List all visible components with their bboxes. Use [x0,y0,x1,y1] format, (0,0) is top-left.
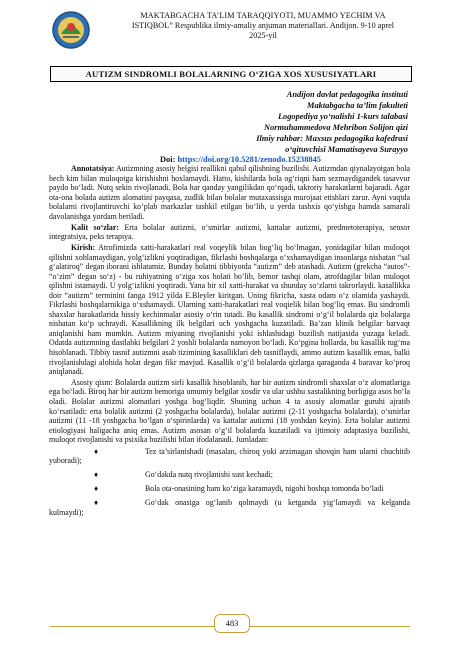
intro-label: Kirish: [71,242,96,252]
article-title: AUTIZM SINDROMLI BOLALARNING O‘ZIGA XOS XUSUSIYATLARI [50,66,412,82]
main-part-paragraph: Asosiy qism: Bolalarda autizm sirli kasallik hisoblanib, har bir autizm sindromli shaxslar o‘z alomatlariga ega bo‘ladi. Biroq har bir autizm bemoriga umumiy belgilar xosdir va ular ushbu xastalikning borligiga asos bo‘la oladi. Bolalar autizmi alomatlari yoshga bog‘liqdir. Shuning uchun 4 ta asosiy alomatlar guruhi ajratib ko‘rsatiladi: erta bolalik autizmi (2 yoshgacha bolalarda), bolalar autizmi (2-11 yoshgacha bolalarda), o‘smirlar autizmi (11 -18 yoshgacha bo‘lgan o‘spirinlarda) va kattalar autizmi (18 yoshdan keyin). Erta bolalar autizmi etiologiyasi haligacha aniq emas. Autizm asosan o‘g‘il bolalarda kuzatiladi va ijtimoiy adaptasiya buzilishi, muloqot rivojlanishi va psixika buzilishi bilan ifodalanadi. Jumladan: [49,377,410,445]
list-item-text: Bola ota-onasining ham ko‘ziga karamaydi, nigohi boshqa tomonda bo‘ladi [145,484,384,494]
list-item-text: Tez ta’sirlanishadi (masalan, chiroq yoki arzimagan shovqin ham ularni chuchitib yuboradi); [49,446,410,466]
diamond-bullet-icon: ♦ [94,470,99,480]
author-line: Logopediya yo‘nalishi 1-kurs talabasi [277,111,408,121]
symptom-list [49,447,410,518]
doi-label: Doi: [160,155,176,164]
intro-paragraph [49,243,410,377]
diamond-bullet-icon: ♦ [94,484,99,494]
conference-header [98,11,428,41]
list-item-text: Go‘dakda nutq rivojlanishi sust kechadi; [145,470,273,480]
diamond-bullet-icon: ♦ [94,446,99,456]
page-number: 483 [214,614,250,633]
diamond-bullet-icon: ♦ [94,498,99,508]
article-body [49,164,410,522]
keywords-text: Erta bolalar autizmi, o‘smirlar autizmi, kattalar autizmi, predmetoterapiya, sensor integratsiya, peks terapiya. [49,222,410,242]
conference-logo [51,10,91,50]
annotation-label: Annotatsiya: [71,164,115,173]
annotation-text: Autizmning asosiy belgisi reallikni qabul qilishning buzilishi. Autizmdan qiynalayotgan bola hech kim bilan muloqotga kirishishni hoxlamaydi. Hatto, kishilarda bola og‘riqni ham sezmaydigandek tasavvur paydo bo‘ladi. Nutq sekin rivojlanadi. Bola har qanday yangilikdan qo‘rqadi, takroriy harakatlarni bajaradi. Agar ota-ona bolada autizm alomatini payqasa, zudlik bilan bolalar mutaxassisga murojaat etishlari zarur. Ayni vaqtda bolalarni rivojlantiruvchi ko‘plab markazlar tashkil etilgan bo‘lib, u yerda tashxis qo‘yishga hamda samarali davolanishga yordam beriladi. [49,164,410,221]
list-item [49,498,410,517]
keywords-label: Kalit so‘zlar: [71,222,119,232]
keywords-paragraph [49,223,410,242]
author-line: o‘qituvchisi Mamatisayeva Surayyo [285,144,408,154]
author-line: Normuhammedova Mehribon Solijon qizi [263,122,408,132]
conference-year: 2025-yil [249,31,277,40]
conference-title: MAKTABGACHA TA’LIM TARAQQIYOTI, MUAMMO YECHIM VA [140,11,386,20]
author-line: Andijon davlat pedagogika instituti [286,90,408,99]
list-item-text: Go‘dak onasiga og‘lanib qolmaydi (u ketganda yig‘lamaydi va kelganda kulmaydi); [49,498,410,517]
doi-link[interactable]: https://doi.org/10.5281/zenodo.15238845 [177,155,321,164]
annotation-paragraph [49,164,410,221]
list-item [49,470,410,480]
author-line: Ilmiy rahbar: Maxsus pedagogika kafedrasi [256,133,408,143]
author-block [108,90,408,155]
author-line: Maktabgacha ta’lim fakulteti [307,100,408,110]
conference-subtitle: ISTIQBOL” Respublika ilmiy-amaliy anjuman materiallari. Andijon. 9-10 aprel [131,21,395,30]
intro-text: Atrofimizda xatti-harakatlari real voqeylik bilan bog‘liq bo‘lmagan, yonidagilar bilan muloqot qilishni xohlamaydigan, yolg‘izlikni yoqtiradigan, fikrlashi boshqalarga o‘xshamaydigan insonlarga nisbatan “sal g‘alatiroq” degan iborani ishlatamiz. Bunday holatni tibbiyotda “autizm” deb atashadi. Autizm (grekcha “autos”- “o‘zim” degan so‘z) - bu ruhiyatning o‘ziga xos holati bo‘lib, bemor tashqi olam, atrofdagilar bilan muloqot qilishni istamaydi. U yolg‘izlikni yoqtiradi. Yana bir xil xatti-harakat va shunday so‘zlarni takrorlaydi. kasallikka doir “autizm” terminini fanga 1912 yilda E.Bleyler kiritgan. Uning fikricha, xasta odam o‘z olamida yashaydi. Fikrlashi boshqalarnikiga o‘xshamaydi. Ularning xatti-harakatlari real voqielik bilan bog‘liq emas. Bu sindromli shaxslar harakatlarida hissiy kechinmalar asosiy o‘rin tutadi. Bu kasallik sindromi o‘g‘il bolalarda qiz bolalarga nisbatan ko‘p uchraydi. Kasallikning ilk belgilari uch yoshgacha kuzatiladi. Ba’zan klinik belgilar barvaqt aniqlanishi ham mumkin. Autizm miyaning rivojlanishi yoki ishlashidagi buzilish natijasida yuzaga keladi. Odatda autizmning dastlabki belgilari 2 yoshli bolalarda namoyon bo‘ladi. Ko‘pgina hollarda, bu kasallik tug‘ma hisoblanadi. Tibbiy tasnif autizmni asab tizimining kasalliklari deb tasniflaydi, ammo autizm kasallik emas, balki rivojlanishdagi alohida holat degan fikr mavjud. Kasallik o‘g‘il bolalarda qizlarga qaraganda 4 baravar ko‘proq aniqlanadi. [49,242,410,377]
list-item [49,484,410,494]
list-item [49,447,410,466]
